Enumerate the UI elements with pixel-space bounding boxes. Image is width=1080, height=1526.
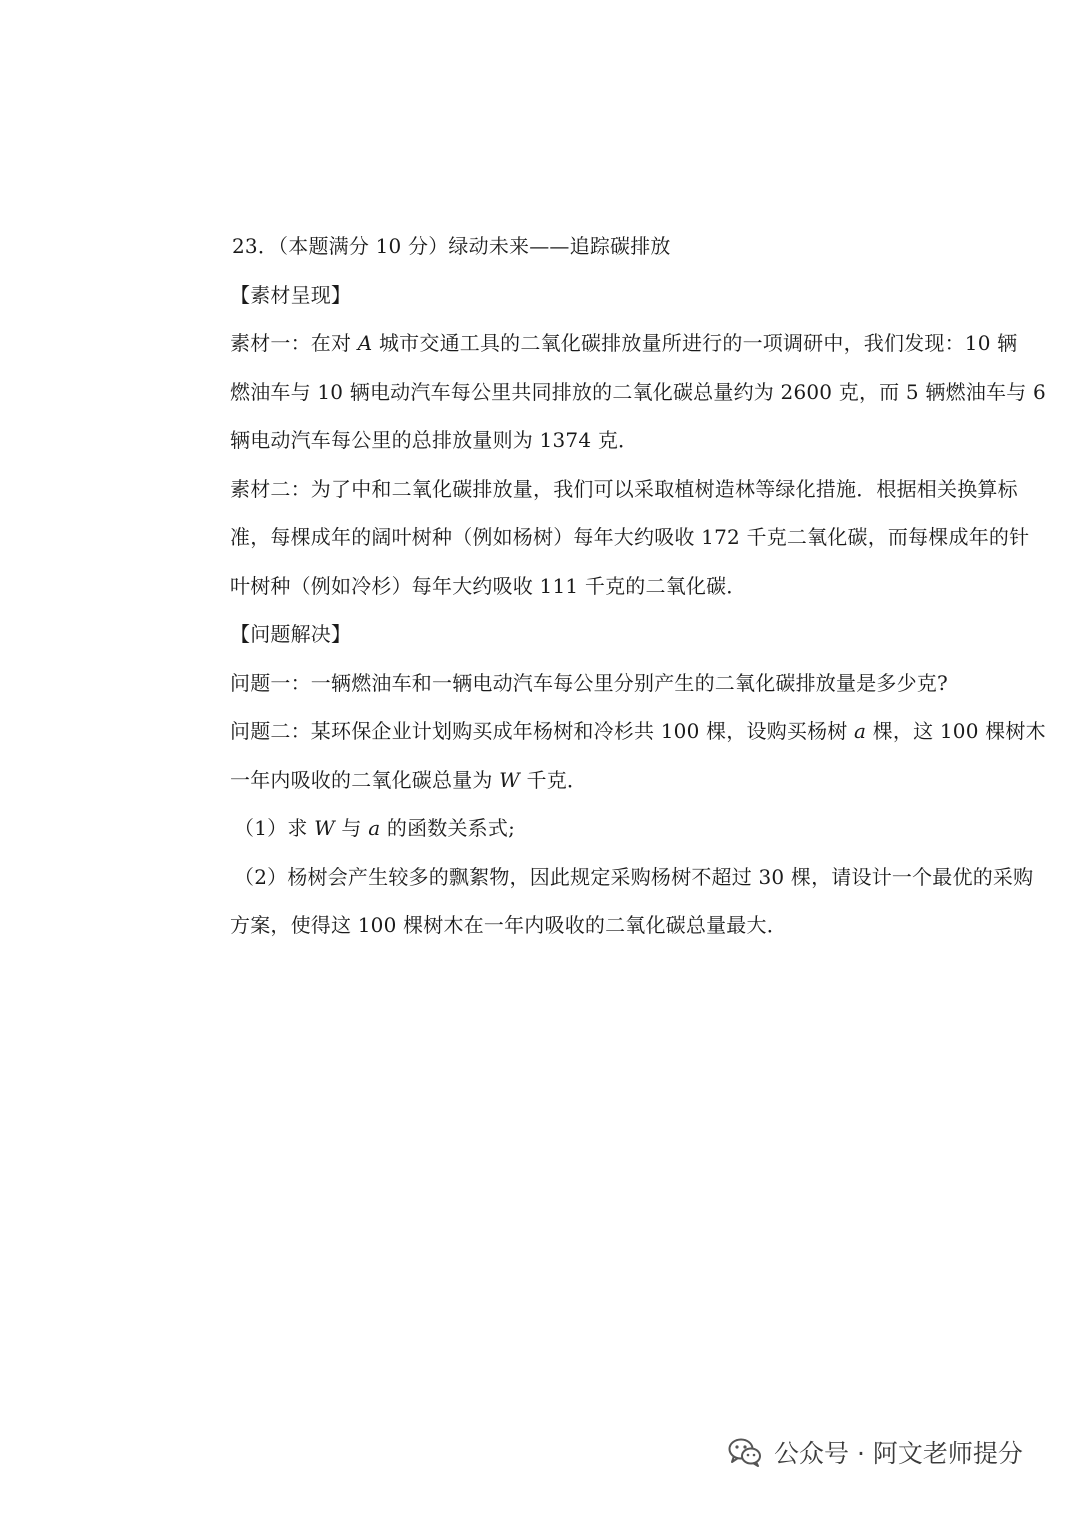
- question2-line1: [230, 707, 1046, 756]
- material2-line1: 素材二：为了中和二氧化碳排放量，我们可以采取植树造林等绿化措施．根据相关换算标: [230, 476, 1018, 501]
- material2-line2: 准，每棵成年的阔叶树种（例如杨树）每年大约吸收 172 千克二氧化碳，而每棵成年的针: [230, 525, 1030, 549]
- text-segment: 千克．: [519, 767, 588, 792]
- section-heading-problems: 【问题解决】: [230, 622, 352, 646]
- text-segment: （1）求: [234, 816, 315, 840]
- wechat-icon: [728, 1437, 762, 1467]
- part2-line1: （2）杨树会产生较多的飘絮物，因此规定采购杨树不超过 30 棵，请设计一个最优的采购: [234, 864, 1034, 889]
- text-segment: 城市交通工具的二氧化碳排放量所进行的一项调研中，我们发现：10 辆: [372, 331, 1018, 355]
- question1: 问题一：一辆燃油车和一辆电动汽车每公里分别产生的二氧化碳排放量是多少克?: [230, 670, 948, 695]
- variable-W: W: [314, 816, 335, 840]
- section-heading-materials: 【素材呈现】: [230, 282, 352, 307]
- part2-line2: 方案，使得这 100 棵树木在一年内吸收的二氧化碳总量最大．: [230, 913, 787, 937]
- text-segment: 与: [334, 816, 369, 840]
- material1-line2: 燃油车与 10 辆电动汽车每公里共同排放的二氧化碳总量约为 2600 克，而 5 辆燃油车与 6: [230, 379, 1046, 404]
- text-segment: 素材一：在对: [230, 331, 358, 355]
- material2-line3: 叶树种（例如冷杉）每年大约吸收 111 千克的二氧化碳．: [230, 573, 747, 598]
- variable-A: A: [357, 331, 373, 355]
- text-segment: 问题二：某环保企业计划购买成年杨树和冷杉共 100 棵，设购买杨树: [230, 719, 855, 743]
- problem-title: 23．（本题满分 10 分）绿动未来——追踪碳排放: [232, 234, 671, 258]
- material1-line3: 辆电动汽车每公里的总排放量则为 1374 克．: [230, 428, 639, 452]
- text-segment: 一年内吸收的二氧化碳总量为: [230, 767, 500, 792]
- text-segment: 的函数关系式;: [380, 816, 516, 840]
- problem-content: [230, 222, 1046, 950]
- material1-line1: [230, 319, 1030, 368]
- variable-a: a: [854, 719, 867, 743]
- text-segment: 棵，这 100 棵树木: [866, 719, 1046, 743]
- variable-a: a: [368, 816, 381, 840]
- part1: [230, 804, 1030, 853]
- watermark-footer: [728, 1430, 1023, 1474]
- variable-W: W: [499, 767, 520, 792]
- question2-line2: [230, 756, 1030, 805]
- watermark-text: 公众号 · 阿文老师提分: [774, 1439, 1023, 1468]
